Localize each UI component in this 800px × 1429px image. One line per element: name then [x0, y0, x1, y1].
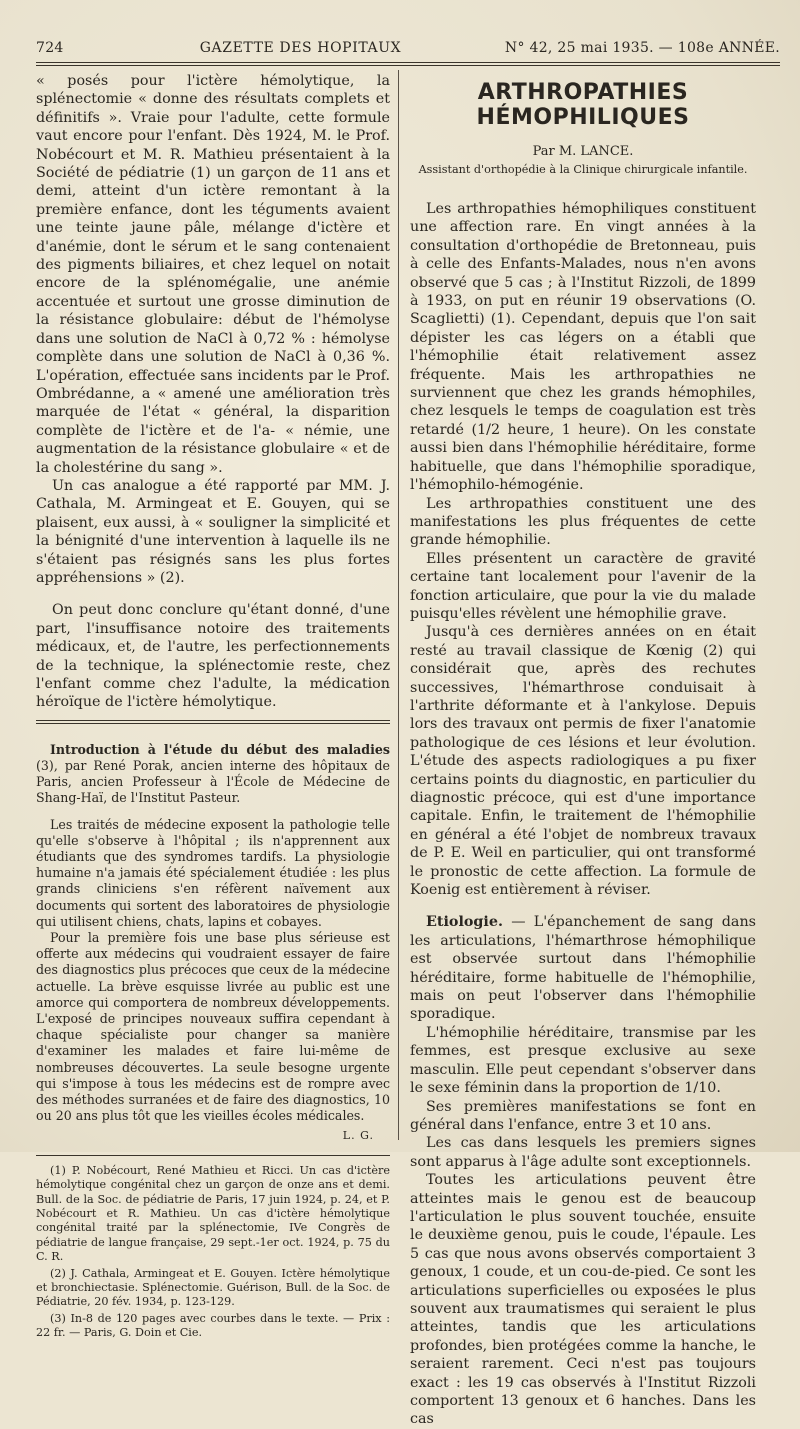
paragraph: Elles présentent un caractère de gravité certaine tant localement pour l'avenir de la fonction articulaire, que pour la vie du malade puisqu'elles révèlent une hémophilie grave.	[410, 550, 756, 622]
right-article-text	[410, 200, 756, 1429]
paragraph: On peut donc conclure qu'étant donné, d'une part, l'insuffisance notoire des traitements médicaux, et, de l'autre, les perfectionnements de la technique, la splénectomie reste, chez l'enfant comme chez l'adulte, la médication héroïque de l'ictère hémolytique.	[36, 602, 390, 711]
running-header	[36, 40, 780, 60]
header-rule-thin	[36, 65, 780, 66]
review-title-rest: (3), par René Porak, ancien interne des hôpitaux de Paris, ancien Professeur à l'École de Médecine de Shang-Haï, de l'Institut Pasteur.	[36, 758, 390, 806]
footnote: (3) In-8 de 120 pages avec courbes dans le texte. — Prix : 22 fr. — Paris, G. Doin et Cie.	[36, 1311, 390, 1340]
review-paragraph: Pour la première fois une base plus sérieuse est offerte aux médecins qui voudraient essayer de faire des diagnostics plus précoces que ceux de la médecine actuelle. La brève esquisse livrée au public est une amorce qui comportera de nombreux développements. L'exposé de principes nouveaux suffira cependant à chaque spécialiste pour changer sa manière d'examiner les malades et faire lui-même de nombreuses découvertes. La seule besogne urgente qui s'impose à tous les médecins est de rompre avec des méthodes surranées et de faire des diagnostics, 10 ou 20 ans plus tôt que les vieilles écoles médicales.	[36, 930, 390, 1124]
footnote: (2) J. Cathala, Armingeat et E. Gouyen. Ictère hémolytique et bronchiectasie. Splénectomie. Guérison, Bull. de la Soc. de Pédiatrie, 20 fév. 1934, p. 123-129.	[36, 1266, 390, 1309]
author-affiliation: Assistant d'orthopédie à la Clinique chirurgicale infantile.	[418, 163, 748, 176]
paragraph: — L'épanchement de sang dans les articulations, l'hémarthrose hémophilique est observée surtout dans l'hémophilie héréditaire, forme habituelle de l'hémophilie, mais on peut l'observer dans l'hémophilie sporadique.	[410, 914, 756, 1023]
paragraph: Les arthropathies constituent une des manifestations les plus fréquentes de cette grande hémophilie.	[410, 495, 756, 549]
right-column	[410, 80, 756, 1429]
paragraph: Ses premières manifestations se font en général dans l'enfance, entre 3 et 10 ans.	[410, 1098, 756, 1133]
review-paragraph: Les traités de médecine exposent la pathologie telle qu'elle s'observe à l'hôpital ; ils n'apprennent aux étudiants que des syndromes tardifs. La physiologie humaine n'a jamais été spécialement étudiée : les plus grands cliniciens s'en réfèrent naïvement aux documents qui sortent des laboratoires de physiologie qui utilisent chiens, chats, lapins et cobayes.	[36, 816, 390, 929]
paragraph: L'hémophilie héréditaire, transmise par les femmes, est presque exclusive au sexe masculin. Elle peut cependant s'observer dans le sexe féminin dans la proportion de 1/10.	[410, 1024, 756, 1097]
footnote-rule	[36, 1155, 390, 1156]
paragraph: Jusqu'à ces dernières années on en était resté au travail classique de Kœnig (2) qui considérait que, après des rechutes successives, l'hémarthrose conduisait à l'arthrite déformante et à l'ankylose. Depuis lors des travaux ont permis de fixer l'anatomie pathologique de ces lésions et leur évolution. L'étude des aspects radiologiques a pu fixer certains points du diagnostic, en particulier du diagnostic précoce, qui est d'une importance capitale. Enfin, le traitement de l'hémophilie en général a été l'objet de nombreux travaux de P. E. Weil en particulier, qui ont transformé le pronostic de cette affection. La formule de Koenig est entièrement à réviser.	[410, 624, 756, 899]
article-title: ARTHROPATHIES HÉMOPHILIQUES	[476, 80, 690, 130]
column-divider	[398, 70, 399, 1140]
left-article-text	[36, 72, 390, 712]
paragraph: Toutes les articulations peuvent être atteintes mais le genou est de beaucoup l'articulation le plus souvent touchée, ensuite le deuxième genou, puis le coude, l'épaule. Les 5 cas que nous avons observés comportaient 3 genoux, 1 coude, et un cou-de-pied. Ce sont les articulations superficielles ou exposées le plus souvent aux traumatismes qui seraient le plus atteintes, tandis que les articulations profondes, bien protégées comme la hanche, le seraient rarement. Ceci n'est pas toujours exact : les 19 cas observés à l'Institut Rizzoli comportent 13 genoux et 6 hanches. Dans les cas	[410, 1172, 756, 1428]
paragraph: Les arthropathies hémophiliques constituent une affection rare. En vingt années à la consultation d'orthopédie de Bretonneau, puis à celle des Enfants-Malades, nous n'en avons observé que 5 cas ; à l'Institut Rizzoli, de 1899 à 1933, on put en réunir 19 observations (O. Scaglietti) (1). Cependant, depuis que l'on sait dépister les cas légers on a établi que l'hémophilie était relativement assez fréquente. Mais les arthropathies ne surviennent que chez les grands hémophiles, chez lesquels le temps de coagulation est très retardé (1/2 heure, 1 heure). On les constate aussi bien dans l'hémophilie héréditaire, forme habituelle, que dans l'hémophilie sporadique, l'hémophilo-hémogénie.	[410, 201, 756, 494]
section-heading: Etiologie.	[426, 914, 503, 931]
book-review	[36, 742, 390, 1145]
section-rule-thin	[36, 723, 390, 724]
review-signature: L. G.	[342, 1129, 374, 1143]
article-author: Par M. LANCE.	[532, 144, 634, 159]
review-title: Introduction à l'étude du début des maladies	[50, 741, 390, 757]
footnotes	[36, 1164, 390, 1341]
footnote: (1) P. Nobécourt, René Mathieu et Ricci. Un cas d'ictère hémolytique congénital chez un garçon de onze ans et demi. Bull. de la Soc. de pédiatrie de Paris, 17 juin 1924, p. 24, et P. Nobécourt et R. Mathieu. Un cas d'ictère hémolytique congénital traité par la splénectomie, IVe Congrès de pédiatrie de langue française, 29 sept.-1er oct. 1924, p. 75 du C. R.	[36, 1163, 390, 1264]
paragraph: « posés pour l'ictère hémolytique, la splénectomie « donne des résultats complets et définitifs ». Vraie pour l'adulte, cette formule vaut encore pour l'enfant. Dès 1924, M. le Prof. Nobécourt et M. R. Mathieu présentaient à la Société de pédiatrie (1) un garçon de 11 ans et demi, atteint d'un ictère remontant à la première enfance, dont les téguments avaient une teinte jaune pâle, mélange d'ictère et d'anémie, dont le sérum et le sang contenaient des pigments biliaires, et chez lequel on notait encore de la splénomégalie, une anémie accentuée et surtout une grosse diminution de la résistance globulaire: début de l'hémolyse dans une solution de NaCl à 0,72 % : hémolyse complète dans une solution de NaCl à 0,36 %. L'opération, effectuée sans incidents par le Prof. Ombrédanne, a « amené une amélioration très marquée de l'état « général, la disparition complète de l'ictère et de l'a- « némie, une augmentation de la résistance globulaire « et de la cholestérine du sang ».	[36, 73, 390, 476]
header-rule	[36, 62, 780, 63]
paragraph: Un cas analogue a été rapporté par MM. J. Cathala, M. Armingeat et E. Gouyen, qui se plaisent, eux aussi, à « souligner la simplicité et la bénignité d'une intervention à laquelle ils ne s'étaient pas résignés sans les plus fortes appréhensions » (2).	[36, 477, 390, 586]
issue-info: N° 42, 25 mai 1935. — 108e ANNÉE.	[504, 40, 780, 56]
journal-title: GAZETTE DES HOPITAUX	[199, 40, 402, 56]
page-number: 724	[36, 40, 64, 56]
paragraph: Les cas dans lesquels les premiers signes sont apparus à l'âge adulte sont exceptionnels.	[410, 1135, 756, 1170]
section-rule	[36, 720, 390, 721]
